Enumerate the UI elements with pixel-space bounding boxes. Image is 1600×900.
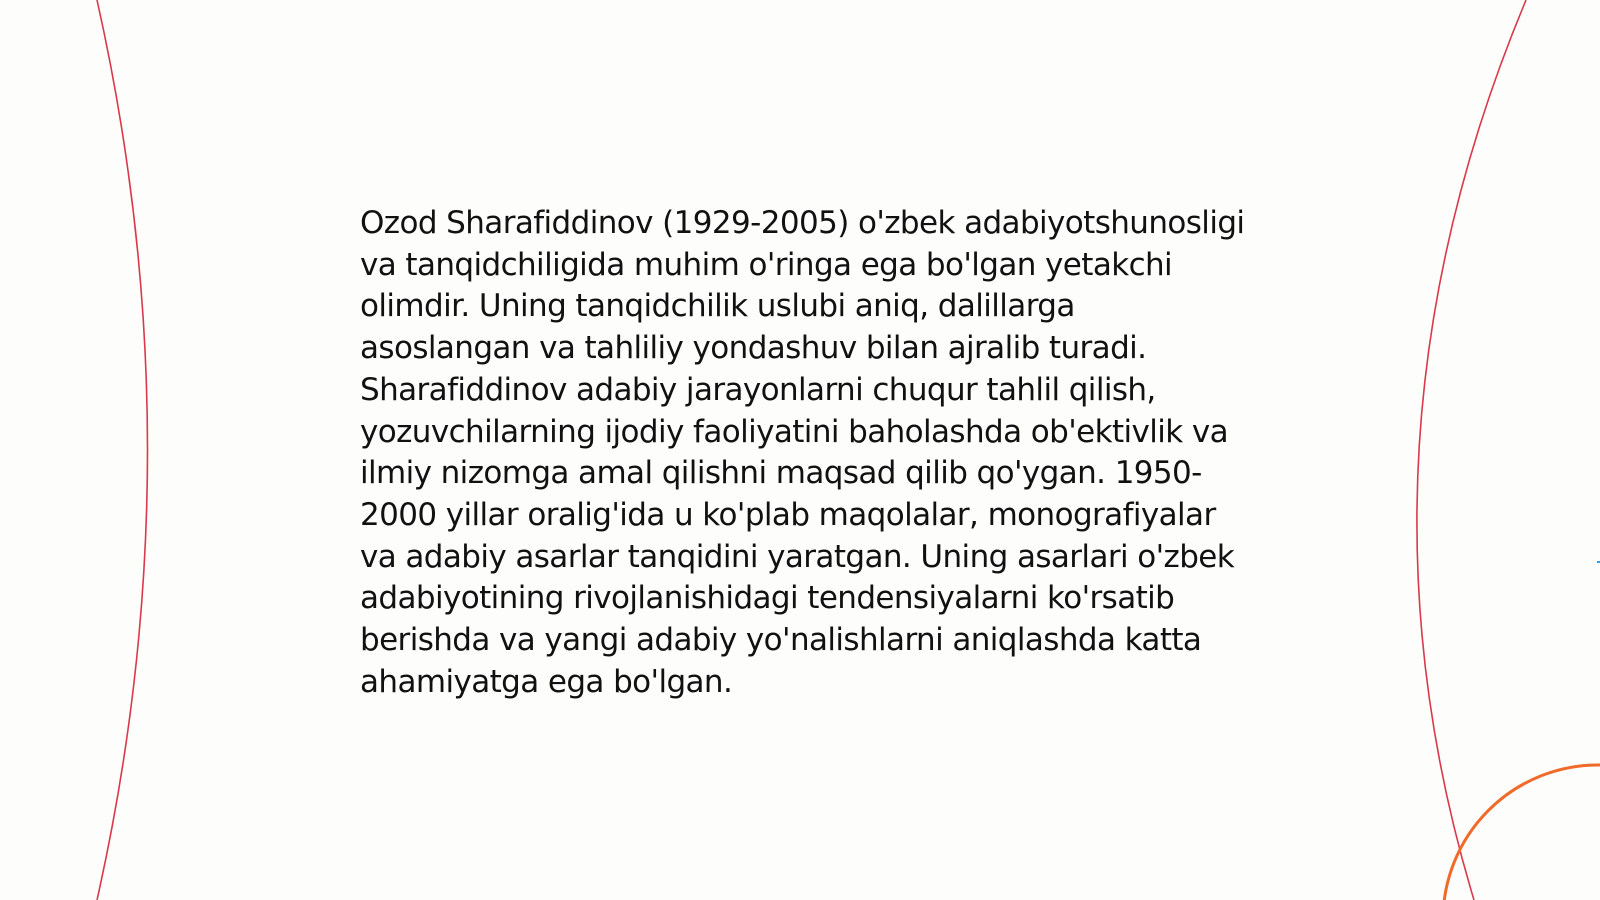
slide-paragraph: Ozod Sharafiddinov (1929-2005) o'zbek adabiyotshunosligi va tanqidchiligida muhim o'ringa ega bo'lgan yetakchi olimdir. Uning tanqidchilik uslubi aniq, dalillarga asoslangan va tahliliy yondashuv bilan ajralib turadi. Sharafiddinov adabiy jarayonlarni chuqur tahlil qilish, yozuvchilarning ijodiy faoliyatini baholashda ob'ektivlik va ilmiy nizomga amal qilishni maqsad qilib qo'ygan. 1950-2000 yillar oralig'ida u ko'plab maqolalar, monografiyalar va adabiy asarlar tanqidini yaratgan. Uning asarlari o'zbek adabiyotining rivojlanishidagi tendensiyalarni ko'rsatib berishda va yangi adabiy yo'nalishlarni aniqlashda katta ahamiyatga ega bo'lgan. [360, 205, 1245, 700]
corner-arc [1443, 765, 1600, 900]
right-curve [1417, 0, 1526, 900]
left-curve [97, 0, 148, 900]
